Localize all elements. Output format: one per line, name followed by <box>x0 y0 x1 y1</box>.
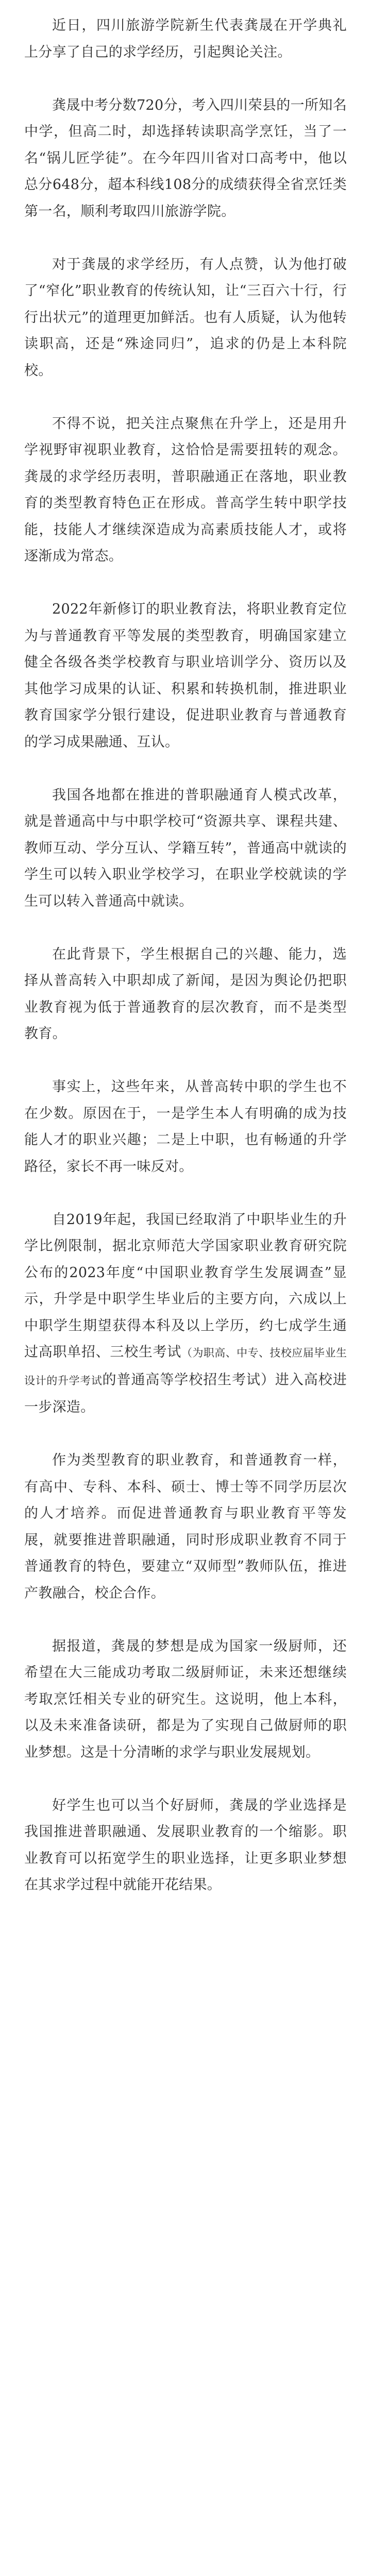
survey-text: 自2019年起，我国已经取消了中职毕业生的升学比例限制，据北京师范大学国家职业教育研究院公布的2023年度“中国职业教育学生发展调查”显示，升学是中职学生毕业后的主要方向，六成以上中职学生期望获得本科及以上学历，约七成学生通过高职单招、三校生考试 <box>24 1211 347 1360</box>
paragraph-vocational-law: 2022年新修订的职业教育法，将职业教育定位为与普通教育平等发展的类型教育，明确国家建立健全各级各类学校教育与职业培训学分、资历以及其他学习成果的认证、积累和转换机制，推进职业教育国家学分银行建设，促进职业教育与普通教育的学习成果融通、互认。 <box>24 601 347 750</box>
paragraph-integration-trend: 不得不说，把关注点聚焦在升学上，还是用升学视野审视职业教育，这恰恰是需要扭转的观念。龚晟的求学经历表明，普职融通正在落地，职业教育的类型教育特色正在形成。普高学生转中职学技能，技能人才继续深造成为高素质技能人才，或将逐渐成为常态。 <box>24 415 347 564</box>
paragraph-type-education: 作为类型教育的职业教育，和普通教育一样，有高中、专科、本科、硕士、博士等不同学历层次的人才培养。而促进普通教育与职业教育平等发展，就要推进普职融通，同时形成职业教育不同于普通教育的特色，要建立“双师型”教师队伍，推进产教融合，校企合作。 <box>24 1452 347 1601</box>
paragraph-survey <box>24 1207 347 1421</box>
paragraph-public-opinion: 对于龚晟的求学经历，有人点赞，认为他打破了“窄化”职业教育的传统认知，让“三百六十行，行行出状元”的道理更加鲜活。也有人质疑，认为他转读职高，还是“殊途同归”，追求的仍是上本科院校。 <box>24 256 347 379</box>
paragraph-gongsheng-scores: 龚晟中考分数720分，考入四川荣县的一所知名中学，但高二时，却选择转读职高学烹饪，当了一名“锅儿匠学徒”。在今年四川省对口高考中，他以总分648分，超本科线108分的成绩获得全省烹饪类第一名，顺利考取四川旅游学院。 <box>24 97 347 219</box>
paragraph-background: 在此背景下，学生根据自己的兴趣、能力，选择从普高转入中职却成了新闻，是因为舆论仍把职业教育视为低于普通教育的层次教育，而不是类型教育。 <box>24 946 347 1042</box>
paragraph-reform-model: 我国各地都在推进的普职融通育人模式改革，就是普通高中与中职学校可“资源共享、课程共建、教师互动、学分互认、学籍互转”，普通高中就读的学生可以转入职业学校学习，在职业学校就读的学生可以转入普通高中就读。 <box>24 787 347 909</box>
survey-inline-note: （为职高、中专、技校应届毕业生设计的升学考试 <box>24 1347 347 1387</box>
paragraph-intro: 近日，四川旅游学院新生代表龚晟在开学典礼上分享了自己的求学经历，引起舆论关注。 <box>24 18 347 60</box>
paragraph-chef-dream: 据报道，龚晟的梦想是成为国家一级厨师，还希望在大三能成功考取二级厨师证，未来还想继续考取烹饪相关专业的研究生。这说明，他上本科，以及未来准备读研，都是为了实现自己做厨师的职业梦想。这是十分清晰的求学与职业发展规划。 <box>24 1638 347 1760</box>
paragraph-transfer-reasons: 事实上，这些年来，从普高转中职的学生也不在少数。原因在于，一是学生本人有明确的成为技能人才的职业兴趣；二是上中职，也有畅通的升学路径，家长不再一味反对。 <box>24 1079 347 1175</box>
survey-text-end: 的普通高等学校招生考试）进入高校进一步深造。 <box>24 1371 347 1415</box>
paragraph-conclusion: 好学生也可以当个好厨师，龚晟的学业选择是我国推进普职融通、发展职业教育的一个缩影。职业教育可以拓宽学生的职业选择，让更多职业梦想在其求学过程中就能开花结果。 <box>24 1797 347 1893</box>
